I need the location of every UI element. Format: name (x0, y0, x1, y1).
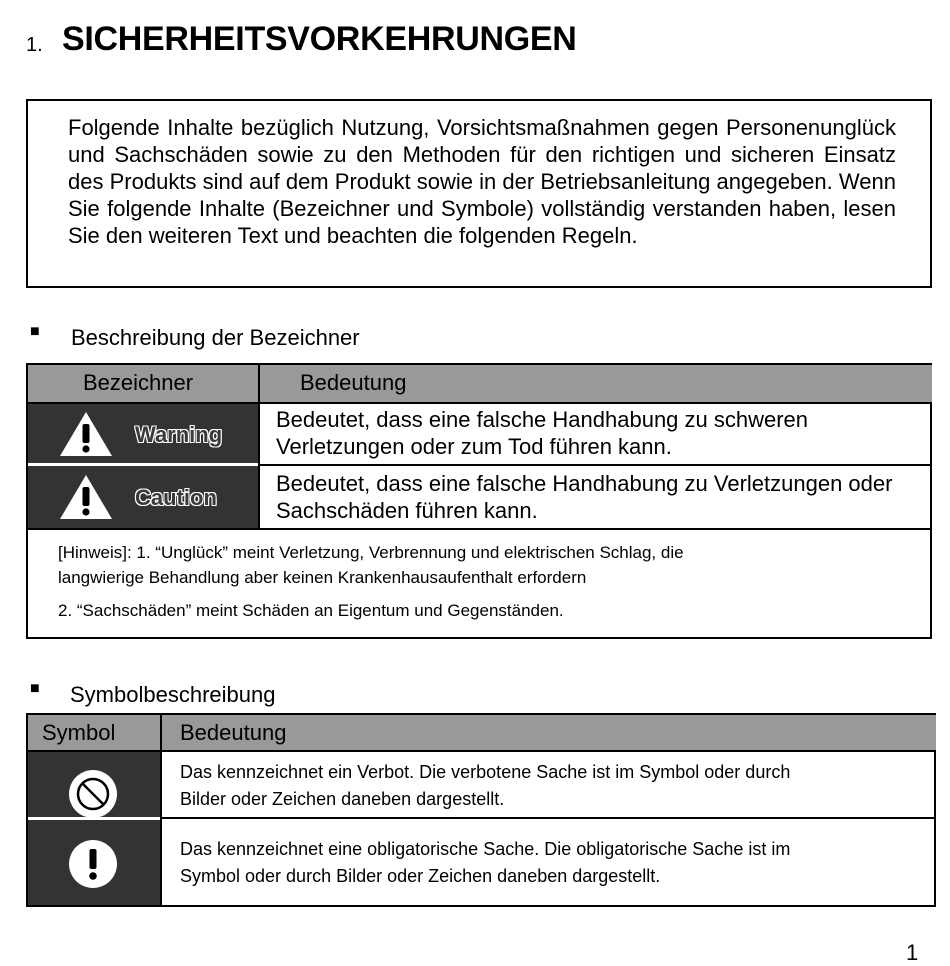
warning-triangle-icon (58, 410, 114, 463)
header-label: Bedeutung (180, 720, 287, 745)
signal-word-caution: Caution (135, 485, 217, 510)
header-cell-meaning (160, 715, 936, 750)
header-label: Bedeutung (300, 370, 407, 395)
warning-triangle-icon (58, 473, 114, 526)
meaning-line: Bilder oder Zeichen daneben dargestellt. (180, 789, 505, 809)
bullet-icon: ■ (30, 323, 40, 340)
bullet-icon: ■ (30, 680, 40, 697)
note-line: langwierige Behandlung aber keinen Krankenhausaufenthalt erfordern (58, 568, 587, 587)
header-cell-designator (28, 365, 258, 402)
meaning-caution (276, 470, 930, 524)
signal-word-warning: Warning (135, 422, 223, 447)
meaning-line: Das kennzeichnet eine obligatorische Sache. Die obligatorische Sache ist im (180, 839, 791, 859)
meaning-line: Das kennzeichnet ein Verbot. Die verbotene Sache ist im Symbol oder durch (180, 762, 791, 782)
meaning-line: Verletzungen oder zum Tod führen kann. (276, 434, 672, 459)
intro-text: Folgende Inhalte bezüglich Nutzung, Vorsichtsmaßnahmen gegen Personenunglück und Sachschäden sowie zu den Methoden für den richtigen und sicheren Einsatz des Produkts sind auf dem Produkt sowie in der Betriebsanleitung angegeben. Wenn Sie folgende Inhalte (Bezeichner und Symbole) vollständig verstanden haben, lesen Sie den weiteren Text und beachten die folgenden Regeln. (68, 115, 896, 248)
meaning-prohibition (180, 759, 790, 813)
header-cell-symbol (28, 715, 160, 750)
note-line: [Hinweis]: 1. “Unglück” meint Verletzung, Verbrennung und elektrischen Schlag, die (58, 543, 684, 562)
page-title: SICHERHEITSVORKEHRUNGEN (62, 20, 577, 58)
section-number: 1. (26, 34, 43, 56)
page-number: 1 (906, 940, 919, 965)
section-title-symbols: Symbolbeschreibung (70, 682, 276, 707)
meaning-line: Bedeutet, dass eine falsche Handhabung zu schweren (276, 407, 809, 432)
designator-table (26, 363, 932, 639)
mandatory-exclamation-icon (68, 839, 118, 894)
symbol-table (26, 713, 936, 907)
meaning-warning (276, 406, 808, 460)
header-cell-meaning (258, 365, 932, 402)
header-label: Symbol (42, 720, 116, 745)
meaning-line: Sachschäden führen kann. (276, 498, 538, 523)
meaning-line: Bedeutet, dass eine falsche Handhabung zu Verletzungen oder (276, 471, 893, 496)
intro-box (26, 99, 932, 288)
meaning-mandatory (180, 836, 790, 890)
note-text (58, 540, 684, 623)
header-label: Bezeichner (83, 370, 194, 395)
note-line: 2. “Sachschäden” meint Schäden an Eigentum und Gegenständen. (58, 601, 564, 620)
section-title-designators: Beschreibung der Bezeichner (71, 325, 360, 350)
prohibition-icon (68, 769, 118, 824)
meaning-line: Symbol oder durch Bilder oder Zeichen daneben dargestellt. (180, 866, 661, 886)
